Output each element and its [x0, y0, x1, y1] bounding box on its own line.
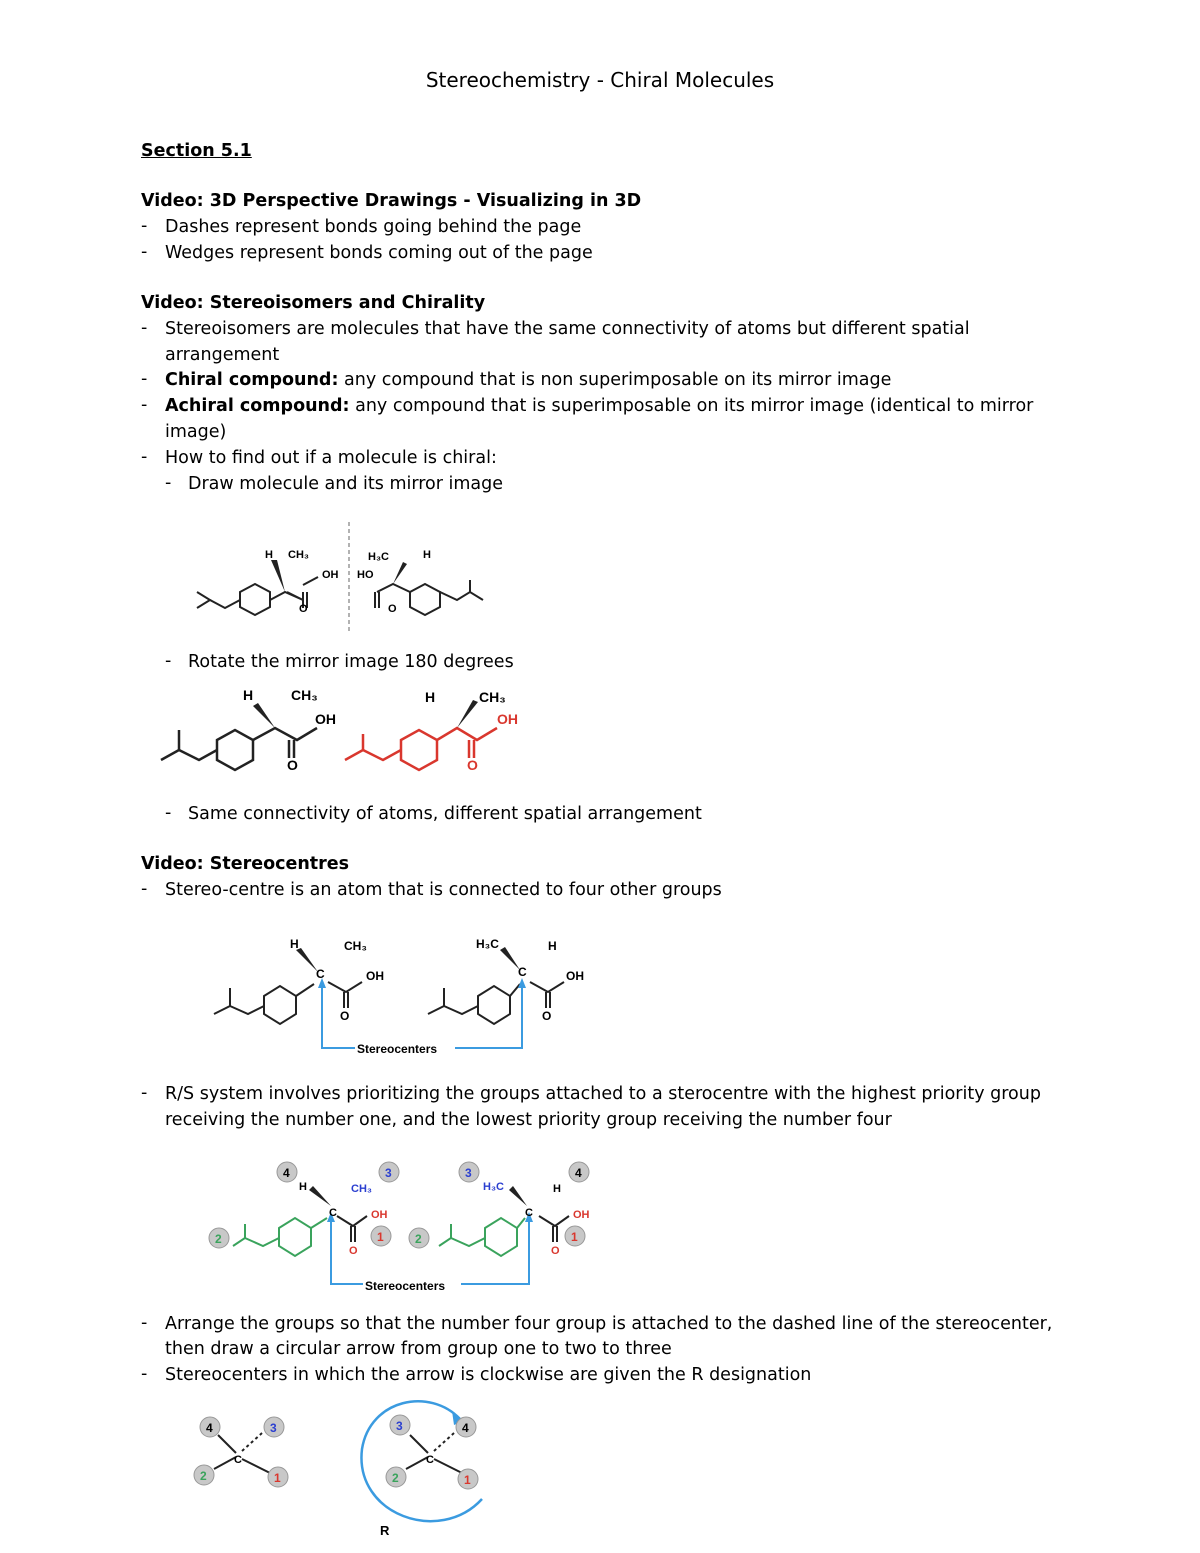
label-h3c: H₃C	[476, 937, 499, 951]
bullet-dash: -	[141, 395, 148, 415]
figure-stereocenters	[210, 930, 600, 1060]
label-o: O	[287, 757, 298, 773]
video3-bullet-4: Stereocenters in which the arrow is clockwise are given the R designation	[165, 1365, 812, 1385]
bullet-dash: -	[165, 473, 172, 493]
label-c: C	[234, 1454, 242, 1466]
priority-2-badge: 2	[215, 1232, 222, 1246]
video3-bullet-2-line2: receiving the number one, and the lowest priority group receiving the number four	[165, 1110, 892, 1130]
video3-bullet-1: Stereo-centre is an atom that is connected to four other groups	[165, 880, 722, 900]
stereocenters-label: Stereocenters	[357, 1042, 438, 1056]
video2-bullet-2	[165, 367, 891, 393]
label-h: H	[243, 687, 254, 703]
label-o-red: O	[467, 757, 478, 773]
label-o: O	[349, 1245, 358, 1257]
priority-2-badge: 2	[392, 1471, 399, 1485]
label-oh: OH	[322, 569, 339, 581]
label-c: C	[316, 967, 325, 981]
priority-4-badge: 4	[206, 1421, 213, 1435]
priority-3-badge: 3	[270, 1421, 277, 1435]
label-h3c: H₃C	[368, 551, 389, 563]
bullet-dash: -	[141, 447, 148, 467]
label-c: C	[426, 1454, 434, 1466]
label-o: O	[299, 603, 308, 615]
bullet-dash: -	[141, 1364, 148, 1384]
label-h: H	[553, 1183, 561, 1195]
video3-bullet-2-line1: R/S system involves prioritizing the groups attached to a sterocentre with the highest priority group	[165, 1084, 1041, 1104]
label-c: C	[518, 965, 527, 979]
label-oh: OH	[573, 1209, 590, 1221]
chiral-definition: any compound that is non superimposable on its mirror image	[338, 370, 892, 390]
label-oh: OH	[366, 969, 384, 983]
section-heading: Section 5.1	[141, 141, 252, 161]
label-ho: HO	[357, 569, 374, 581]
label-h: H	[425, 689, 436, 705]
bullet-dash: -	[141, 242, 148, 262]
priority-1-badge: 1	[274, 1471, 281, 1485]
video1-heading: Video: 3D Perspective Drawings - Visualizing in 3D	[141, 191, 642, 211]
label-h3c: H₃C	[483, 1181, 504, 1193]
chiral-term: Chiral compound:	[165, 370, 339, 390]
priority-1-badge: 1	[377, 1230, 384, 1244]
label-ch3: CH₃	[291, 687, 318, 703]
label-h: H	[265, 549, 273, 561]
label-ch3: CH₃	[288, 549, 309, 561]
bullet-dash: -	[141, 879, 148, 899]
video2-sub-1: Draw molecule and its mirror image	[188, 474, 504, 494]
video2-bullet-3-line2: image)	[165, 422, 227, 442]
label-o: O	[388, 603, 397, 615]
priority-2-badge: 2	[415, 1232, 422, 1246]
label-c: C	[329, 1207, 337, 1219]
label-o: O	[551, 1245, 560, 1257]
priority-4-badge: 4	[575, 1166, 582, 1180]
priority-4-badge: 4	[462, 1421, 469, 1435]
priority-1-badge: 1	[571, 1230, 578, 1244]
bullet-dash: -	[141, 216, 148, 236]
video2-bullet-1-line2: arrangement	[165, 345, 280, 365]
video3-heading: Video: Stereocentres	[141, 854, 350, 874]
figure-mirror-image	[185, 520, 525, 640]
label-ch3: CH₃	[344, 939, 367, 953]
label-o: O	[542, 1009, 552, 1023]
r-label: R	[380, 1523, 390, 1538]
page-title: Stereochemistry - Chiral Molecules	[425, 68, 775, 92]
bullet-dash: -	[141, 369, 148, 389]
label-oh: OH	[566, 969, 584, 983]
figure-r-designation	[190, 1395, 510, 1545]
label-c: C	[525, 1207, 533, 1219]
video2-heading: Video: Stereoisomers and Chirality	[141, 293, 486, 313]
stereocenters-label: Stereocenters	[365, 1279, 446, 1293]
video2-bullet-3	[165, 393, 1033, 419]
priority-3-badge: 3	[385, 1166, 392, 1180]
priority-3-badge: 3	[396, 1419, 403, 1433]
bullet-dash: -	[141, 318, 148, 338]
video2-bullet-4: How to find out if a molecule is chiral:	[165, 448, 497, 468]
label-oh: OH	[315, 711, 336, 727]
label-h: H	[548, 939, 557, 953]
figure-priorities	[205, 1158, 605, 1298]
label-o: O	[340, 1009, 350, 1023]
bullet-dash: -	[141, 1083, 148, 1103]
video2-bullet-1-line1: Stereoisomers are molecules that have the same connectivity of atoms but different spatial	[165, 319, 970, 339]
video1-bullet-1: Dashes represent bonds going behind the page	[165, 217, 582, 237]
label-oh: OH	[371, 1209, 388, 1221]
label-ch3: CH₃	[351, 1183, 372, 1195]
achiral-term: Achiral compound:	[165, 396, 350, 416]
priority-2-badge: 2	[200, 1469, 207, 1483]
label-h: H	[423, 549, 431, 561]
figure-rotated-mirror	[157, 678, 537, 778]
video3-bullet-3-line2: then draw a circular arrow from group one to two to three	[165, 1339, 672, 1359]
priority-4-badge: 4	[283, 1166, 290, 1180]
video2-sub-3: Same connectivity of atoms, different spatial arrangement	[188, 804, 702, 824]
video2-sub-2: Rotate the mirror image 180 degrees	[188, 652, 514, 672]
achiral-definition: any compound that is superimposable on its mirror image (identical to mirror	[349, 396, 1034, 416]
bullet-dash: -	[165, 803, 172, 823]
video1-bullet-2: Wedges represent bonds coming out of the page	[165, 243, 593, 263]
label-h: H	[290, 937, 299, 951]
video3-bullet-3-line1: Arrange the groups so that the number four group is attached to the dashed line of the stereocenter,	[165, 1314, 1053, 1334]
bullet-dash: -	[141, 1313, 148, 1333]
label-oh-red: OH	[497, 711, 518, 727]
priority-1-badge: 1	[464, 1473, 471, 1487]
bullet-dash: -	[165, 651, 172, 671]
label-ch3: CH₃	[479, 689, 506, 705]
priority-3-badge: 3	[465, 1166, 472, 1180]
label-h: H	[299, 1181, 307, 1193]
